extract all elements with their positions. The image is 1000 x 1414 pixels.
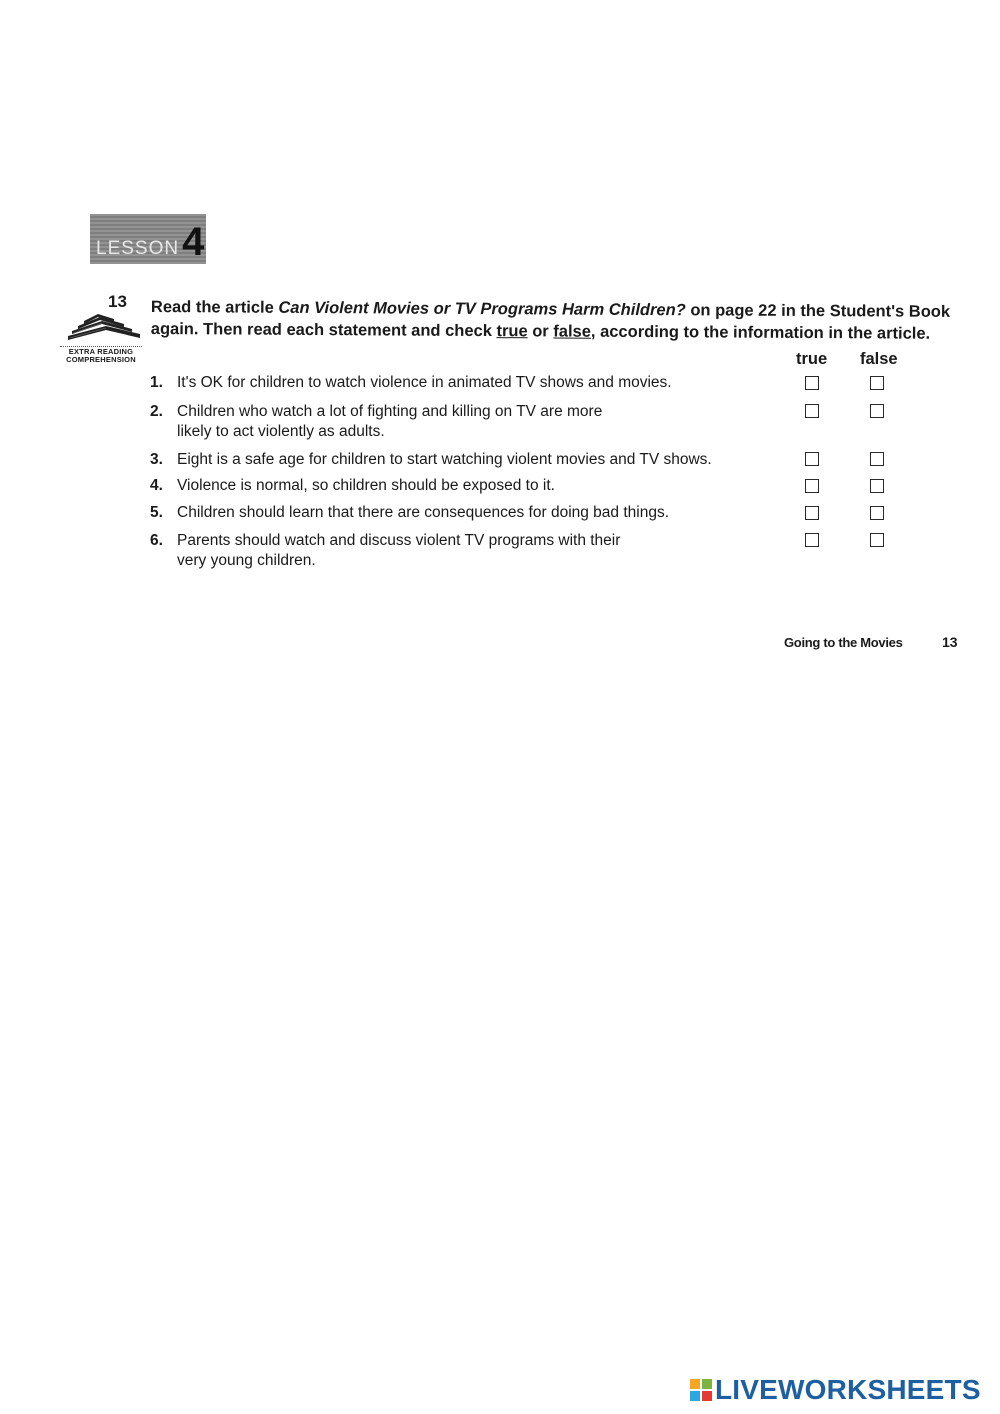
footer-unit-title: Going to the Movies: [784, 635, 903, 650]
statement-number: 3.: [150, 451, 163, 468]
statement-number: 4.: [150, 477, 163, 494]
statement-text-line-2: likely to act violently as adults.: [177, 423, 385, 440]
true-checkbox-2[interactable]: [805, 404, 819, 418]
caption-line-2: COMPREHENSION: [66, 355, 136, 364]
statement-text: Eight is a safe age for children to start watching violent movies and TV shows.: [177, 451, 712, 468]
lesson-word: LESSON: [96, 238, 180, 259]
false-checkbox-6[interactable]: [870, 533, 884, 547]
statement-text-line-1: Children who watch a lot of fighting and killing on TV are more: [177, 403, 603, 420]
footer-page-number: 13: [942, 634, 958, 650]
false-checkbox-2[interactable]: [870, 404, 884, 418]
exercise-number: 13: [108, 292, 127, 311]
statement-text: [177, 531, 797, 571]
statement-text: Children should learn that there are consequences for doing bad things.: [177, 504, 670, 521]
false-checkbox-4[interactable]: [870, 479, 884, 493]
false-checkbox-1[interactable]: [870, 376, 884, 390]
column-header-true: true: [796, 350, 828, 368]
instruction-text-3: , according to the information in the article.: [590, 322, 931, 343]
true-checkbox-1[interactable]: [805, 376, 819, 390]
liveworksheets-brand: [690, 1375, 981, 1405]
statement-text: [177, 402, 797, 442]
true-checkbox-3[interactable]: [805, 452, 819, 466]
liveworksheets-logo-icon: [690, 1379, 712, 1401]
statement-number: 6.: [150, 532, 163, 549]
instruction-true: true: [496, 322, 528, 341]
brand-name: LIVEWORKSHEETS: [715, 1374, 981, 1405]
false-checkbox-5[interactable]: [870, 506, 884, 520]
statement-text-line-2: very young children.: [177, 552, 316, 569]
false-checkbox-3[interactable]: [870, 452, 884, 466]
statement-number: 5.: [150, 504, 163, 521]
lesson-badge: [90, 214, 206, 264]
instruction-false: false: [553, 322, 592, 341]
instruction-text-2: on page 22 in the Student's Book again. Then read each statement and check: [150, 301, 951, 341]
statement-text: It's OK for children to watch violence in animated TV shows and movies.: [177, 374, 672, 391]
true-checkbox-6[interactable]: [805, 533, 819, 547]
instruction-or: or: [527, 322, 554, 341]
instruction-text-1: Read the article: [150, 297, 279, 317]
column-header-false: false: [860, 350, 898, 368]
statement-number: 2.: [150, 403, 163, 420]
exercise-instructions: [151, 296, 951, 345]
caption-line-1: EXTRA READING: [68, 347, 134, 356]
lesson-number: 4: [182, 220, 205, 264]
article-title: Can Violent Movies or TV Programs Harm Children?: [278, 298, 686, 320]
statement-text: Violence is normal, so children should be exposed to it.: [177, 477, 555, 494]
extra-reading-caption: [60, 346, 142, 364]
statement-text-line-1: Parents should watch and discuss violent TV programs with their: [177, 532, 621, 549]
true-checkbox-4[interactable]: [805, 479, 819, 493]
true-checkbox-5[interactable]: [805, 506, 819, 520]
books-icon: [66, 312, 142, 342]
statement-number: 1.: [150, 374, 163, 391]
